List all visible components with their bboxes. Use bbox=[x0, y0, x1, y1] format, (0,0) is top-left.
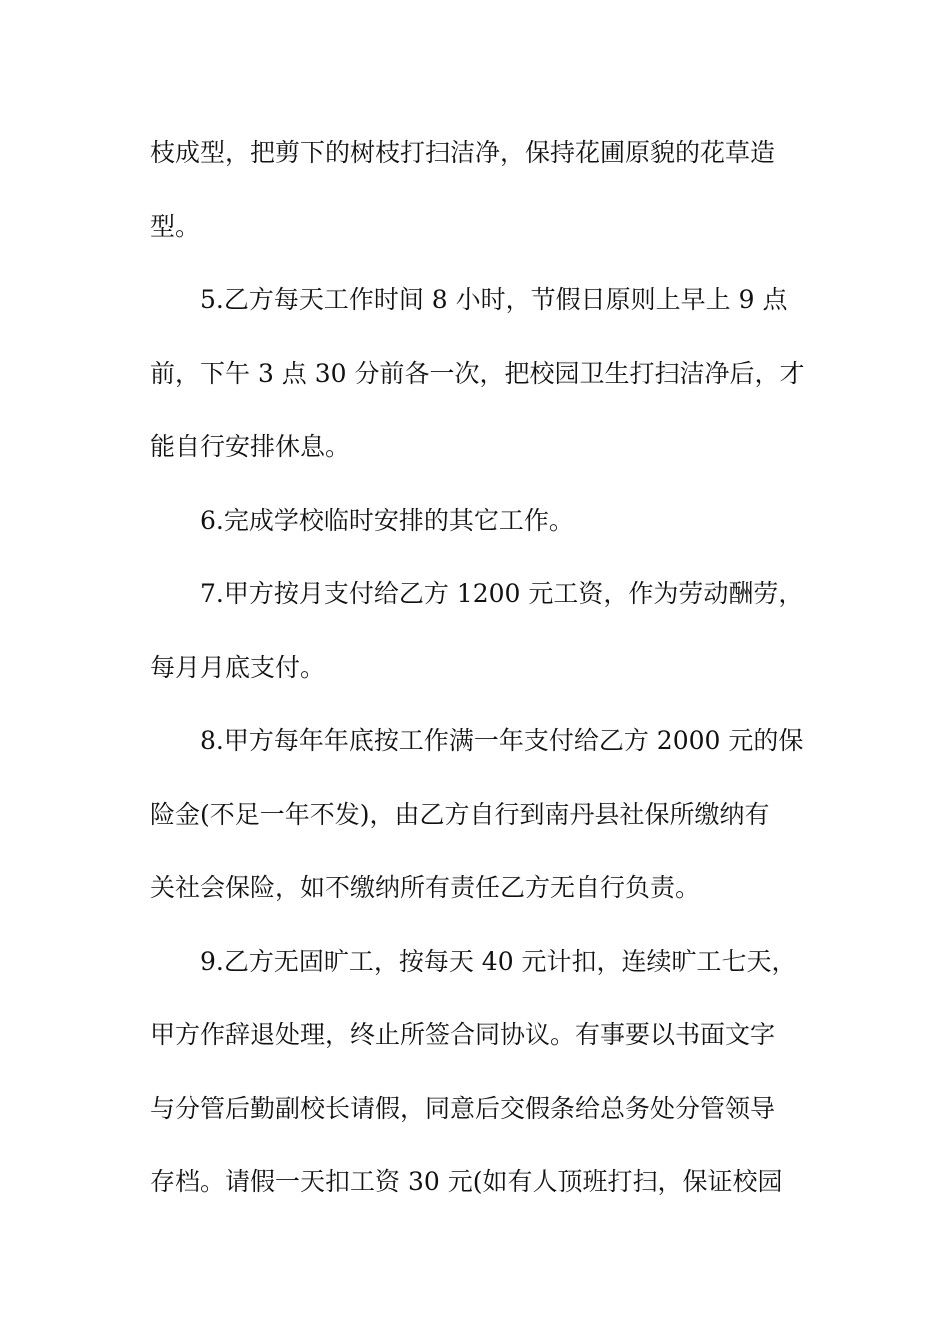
document-body bbox=[150, 130, 820, 1233]
paragraph-item-7: 7.甲方按月支付给乙方 1200 元工资，作为劳动酬劳， bbox=[200, 579, 804, 608]
text-line: 险金(不足一年不发)，由乙方自行到南丹县社保所缴纳有 bbox=[150, 799, 770, 829]
paragraph-item-8: 8.甲方每年年底按工作满一年支付给乙方 2000 元的保 bbox=[200, 726, 804, 755]
text-line: 型。 bbox=[150, 211, 201, 241]
paragraph-item-9: 9.乙方无固旷工，按每天 40 元计扣，连续旷工七天， bbox=[200, 946, 797, 976]
text-line: 每月月底支付。 bbox=[150, 652, 326, 682]
text-line: 甲方作辞退处理，终止所签合同协议。有事要以书面文字 bbox=[150, 1020, 776, 1049]
text-line: 关社会保险，如不缴纳所有责任乙方无自行负责。 bbox=[150, 873, 701, 902]
text-line: 存档。请假一天扣工资 30 元(如有人顶班打扫，保证校园 bbox=[150, 1167, 783, 1196]
text-line: 能自行安排休息。 bbox=[150, 432, 351, 461]
text-line: 枝成型，把剪下的树枝打扫洁净，保持花圃原貌的花草造 bbox=[150, 138, 776, 167]
text-line: 与分管后勤副校长请假，同意后交假条给总务处分管领导 bbox=[150, 1093, 776, 1123]
text-line: 前，下午 3 点 30 分前各一次，把校园卫生打扫洁净后，才 bbox=[150, 358, 805, 388]
paragraph-item-6: 6.完成学校临时安排的其它工作。 bbox=[200, 505, 574, 535]
paragraph-item-5: 5.乙方每天工作时间 8 小时，节假日原则上早上 9 点 bbox=[200, 285, 788, 314]
